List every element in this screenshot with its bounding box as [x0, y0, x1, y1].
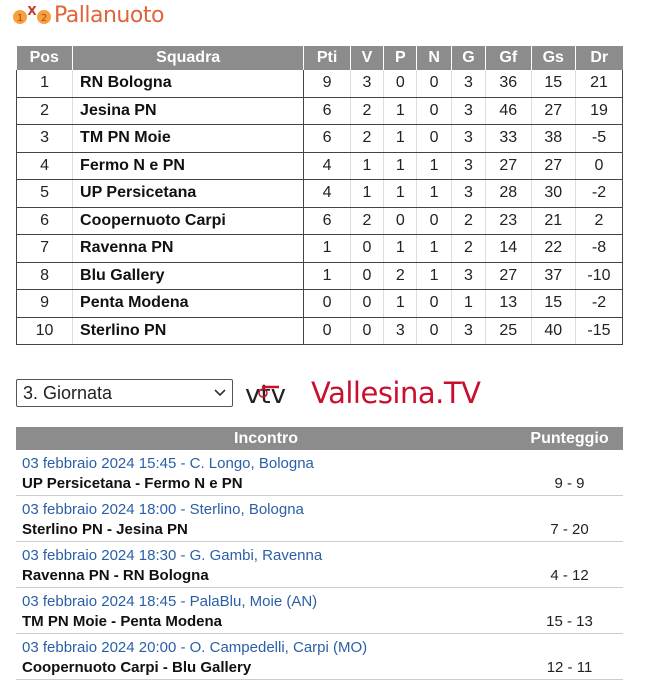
cell-gf: 27: [486, 152, 531, 180]
cell-v: 2: [350, 125, 383, 153]
cell-n: 0: [417, 70, 451, 97]
cell-dr: -2: [575, 290, 622, 318]
col-g[interactable]: G: [451, 46, 485, 70]
cell-g: 3: [451, 152, 485, 180]
team-name[interactable]: Blu Gallery: [73, 262, 304, 290]
incontro-header: Incontro: [234, 429, 298, 447]
cell-n: 0: [417, 317, 451, 345]
cell-gf: 27: [486, 262, 531, 290]
col-pos[interactable]: Pos: [17, 46, 73, 70]
cell-g: 1: [451, 290, 485, 318]
cell-p: 1: [384, 180, 417, 208]
cell-dr: -15: [575, 317, 622, 345]
cell-n: 1: [417, 152, 451, 180]
cell-n: 1: [417, 180, 451, 208]
match-teams: Sterlino PN - Jesina PN: [22, 521, 188, 538]
cell-pos: 5: [17, 180, 73, 208]
standings-row: [17, 207, 623, 235]
standings-header-row: [17, 46, 623, 70]
match-score: 4 - 12: [550, 567, 589, 584]
match-score: 12 - 11: [546, 659, 593, 676]
logo-text: Pallanuoto: [54, 2, 164, 28]
cell-gs: 15: [531, 290, 575, 318]
svg-text:vtv: vtv: [245, 380, 286, 409]
cell-g: 3: [451, 317, 485, 345]
match-info-link[interactable]: 03 febbraio 2024 18:30 - G. Gambi, Ravenna: [22, 547, 323, 564]
cell-dr: -2: [575, 180, 622, 208]
cell-g: 2: [451, 235, 485, 263]
cell-p: 0: [384, 207, 417, 235]
svg-text:X: X: [27, 4, 37, 18]
cell-g: 2: [451, 207, 485, 235]
col-p[interactable]: P: [384, 46, 417, 70]
match-teams: Ravenna PN - RN Bologna: [22, 567, 209, 584]
cell-pos: 1: [17, 70, 73, 97]
cell-p: 3: [384, 317, 417, 345]
team-name[interactable]: Jesina PN: [73, 97, 304, 125]
cell-v: 0: [350, 317, 383, 345]
cell-n: 1: [417, 262, 451, 290]
match-row[interactable]: [16, 588, 623, 634]
cell-gf: 13: [486, 290, 531, 318]
cell-pti: 9: [304, 70, 350, 97]
cell-gs: 27: [531, 97, 575, 125]
cell-pti: 6: [304, 125, 350, 153]
col-n[interactable]: N: [417, 46, 451, 70]
cell-gs: 22: [531, 235, 575, 263]
vtv-icon: [245, 377, 301, 409]
matches-header: [16, 427, 623, 450]
cell-g: 3: [451, 97, 485, 125]
match-score: 15 - 13: [546, 613, 593, 630]
match-score: 7 - 20: [550, 521, 589, 538]
cell-gs: 40: [531, 317, 575, 345]
team-name[interactable]: Sterlino PN: [73, 317, 304, 345]
vallesina-tv-logo[interactable]: [245, 376, 480, 410]
cell-dr: -5: [575, 125, 622, 153]
cell-p: 0: [384, 70, 417, 97]
match-row[interactable]: [16, 634, 623, 680]
cell-v: 2: [350, 207, 383, 235]
cell-dr: 21: [575, 70, 622, 97]
cell-dr: 19: [575, 97, 622, 125]
cell-gs: 38: [531, 125, 575, 153]
match-teams: UP Persicetana - Fermo N e PN: [22, 475, 243, 492]
cell-gs: 21: [531, 207, 575, 235]
match-info-link[interactable]: 03 febbraio 2024 15:45 - C. Longo, Bologna: [22, 455, 314, 472]
cell-pos: 3: [17, 125, 73, 153]
cell-gf: 23: [486, 207, 531, 235]
standings-table: [16, 46, 623, 345]
standings-row: [17, 262, 623, 290]
cell-gf: 36: [486, 70, 531, 97]
cell-v: 2: [350, 97, 383, 125]
team-name[interactable]: RN Bologna: [73, 70, 304, 97]
cell-g: 3: [451, 125, 485, 153]
cell-pos: 8: [17, 262, 73, 290]
punteggio-header: Punteggio: [530, 429, 609, 447]
cell-gs: 37: [531, 262, 575, 290]
cell-gf: 28: [486, 180, 531, 208]
cell-pti: 0: [304, 290, 350, 318]
cell-v: 1: [350, 180, 383, 208]
cell-p: 1: [384, 152, 417, 180]
match-info-link[interactable]: 03 febbraio 2024 18:00 - Sterlino, Bologna: [22, 501, 304, 518]
team-name[interactable]: UP Persicetana: [73, 180, 304, 208]
team-name[interactable]: Ravenna PN: [73, 235, 304, 263]
cell-n: 0: [417, 290, 451, 318]
round-selector-row: [16, 377, 480, 409]
match-row[interactable]: [16, 450, 623, 496]
cell-dr: 2: [575, 207, 622, 235]
col-gf[interactable]: Gf: [486, 46, 531, 70]
cell-pos: 7: [17, 235, 73, 263]
cell-pti: 4: [304, 152, 350, 180]
cell-pti: 6: [304, 207, 350, 235]
svg-text:2: 2: [40, 13, 48, 24]
col-dr[interactable]: Dr: [575, 46, 622, 70]
one-x-two-logo-icon: [12, 4, 52, 26]
cell-g: 3: [451, 262, 485, 290]
site-logo[interactable]: [12, 0, 164, 30]
cell-n: 0: [417, 207, 451, 235]
cell-g: 3: [451, 70, 485, 97]
giornata-select[interactable]: [16, 379, 233, 407]
svg-text:1: 1: [16, 13, 24, 24]
match-teams: Coopernuoto Carpi - Blu Gallery: [22, 659, 252, 676]
cell-n: 0: [417, 125, 451, 153]
match-score: 9 - 9: [554, 475, 585, 492]
cell-n: 1: [417, 235, 451, 263]
cell-n: 0: [417, 97, 451, 125]
standings-row: [17, 70, 623, 97]
cell-dr: 0: [575, 152, 622, 180]
cell-p: 1: [384, 235, 417, 263]
cell-pti: 4: [304, 180, 350, 208]
cell-gf: 25: [486, 317, 531, 345]
standings-row: [17, 317, 623, 345]
match-row[interactable]: [16, 496, 623, 542]
cell-pos: 10: [17, 317, 73, 345]
standings-row: [17, 290, 623, 318]
cell-v: 0: [350, 262, 383, 290]
cell-p: 2: [384, 262, 417, 290]
team-name[interactable]: TM PN Moie: [73, 125, 304, 153]
cell-g: 3: [451, 180, 485, 208]
cell-gf: 33: [486, 125, 531, 153]
cell-v: 0: [350, 290, 383, 318]
standings-row: [17, 125, 623, 153]
match-info-link[interactable]: 03 febbraio 2024 20:00 - O. Campedelli, Carpi (MO): [22, 639, 368, 656]
cell-pti: 0: [304, 317, 350, 345]
cell-gs: 30: [531, 180, 575, 208]
match-teams: TM PN Moie - Penta Modena: [22, 613, 223, 630]
standings-row: [17, 97, 623, 125]
match-row[interactable]: [16, 542, 623, 588]
matches-list: [16, 427, 623, 680]
chevron-down-icon: [214, 386, 226, 400]
cell-gf: 46: [486, 97, 531, 125]
standings-row: [17, 180, 623, 208]
cell-pos: 4: [17, 152, 73, 180]
standings-row: [17, 235, 623, 263]
cell-p: 1: [384, 125, 417, 153]
col-gs[interactable]: Gs: [531, 46, 575, 70]
giornata-select-value: 3. Giornata: [23, 382, 113, 403]
cell-pos: 2: [17, 97, 73, 125]
cell-dr: -10: [575, 262, 622, 290]
cell-pos: 9: [17, 290, 73, 318]
cell-v: 1: [350, 152, 383, 180]
cell-pti: 1: [304, 262, 350, 290]
standings-row: [17, 152, 623, 180]
cell-pti: 1: [304, 235, 350, 263]
team-name[interactable]: Penta Modena: [73, 290, 304, 318]
cell-pos: 6: [17, 207, 73, 235]
col-pti[interactable]: Pti: [304, 46, 350, 70]
col-v[interactable]: V: [350, 46, 383, 70]
cell-v: 0: [350, 235, 383, 263]
vallesina-tv-text: Vallesina.TV: [311, 376, 481, 410]
cell-pti: 6: [304, 97, 350, 125]
cell-gs: 15: [531, 70, 575, 97]
match-info-link[interactable]: 03 febbraio 2024 18:45 - PalaBlu, Moie (AN): [22, 593, 318, 610]
team-name[interactable]: Fermo N e PN: [73, 152, 304, 180]
cell-p: 1: [384, 97, 417, 125]
cell-gf: 14: [486, 235, 531, 263]
team-name[interactable]: Coopernuoto Carpi: [73, 207, 304, 235]
cell-gs: 27: [531, 152, 575, 180]
col-squadra[interactable]: Squadra: [73, 46, 304, 70]
cell-p: 1: [384, 290, 417, 318]
cell-v: 3: [350, 70, 383, 97]
cell-dr: -8: [575, 235, 622, 263]
